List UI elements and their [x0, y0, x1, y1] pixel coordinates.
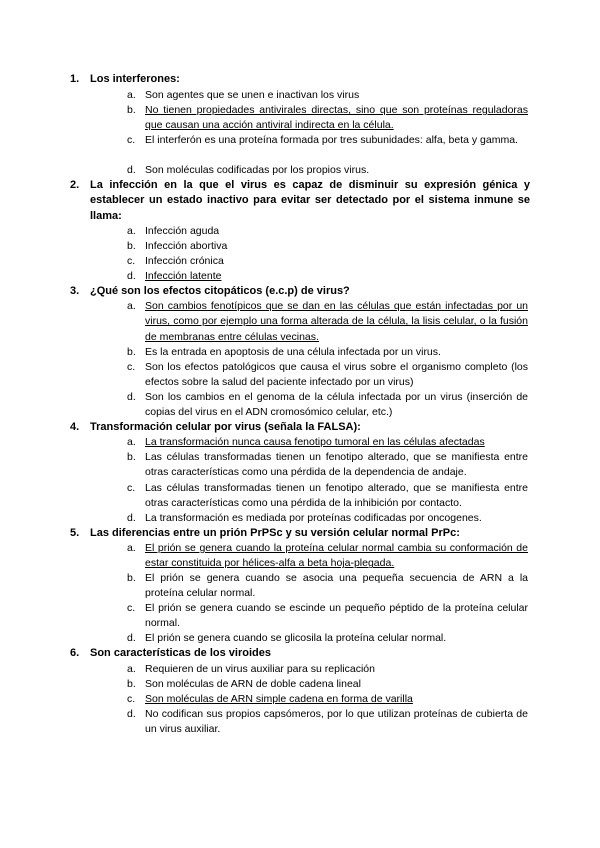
option-letter: b. — [127, 572, 136, 584]
option-text: El prión se genera cuando se glicosila la proteína celular normal. — [145, 632, 447, 644]
option-letter: d. — [127, 512, 136, 524]
option-letter: b. — [127, 346, 136, 358]
option-text: El interferón es una proteína formada por tres subunidades: alfa, beta y gamma. — [145, 134, 518, 146]
question-number: 4. — [70, 421, 80, 433]
option-text: Infección aguda — [145, 225, 220, 237]
option-text-correct: No tienen propiedades antivirales directas, sino que son proteínas reguladoras que causan una acción antiviral indirecta en la célula. — [145, 104, 528, 132]
option-4d — [127, 511, 528, 526]
option-text: Son moléculas de ARN de doble cadena lineal — [145, 678, 361, 690]
question-text: Los interferones: — [90, 73, 180, 85]
option-4c — [127, 481, 528, 512]
question-2 — [70, 178, 530, 224]
option-letter: c. — [127, 693, 136, 705]
question-5 — [70, 526, 530, 541]
option-letter: c. — [127, 134, 136, 146]
option-3d — [127, 390, 528, 421]
question-4 — [70, 420, 530, 435]
question-number: 3. — [70, 285, 80, 297]
option-letter: b. — [127, 240, 136, 252]
option-letter: b. — [127, 678, 136, 690]
option-letter: d. — [127, 270, 136, 282]
question-6 — [70, 646, 530, 661]
option-4b — [127, 450, 528, 481]
option-2a — [127, 224, 528, 239]
option-text: La transformación es mediada por proteínas codificadas por oncogenes. — [145, 512, 482, 524]
option-1c — [127, 133, 528, 148]
option-text-correct: La transformación nunca causa fenotipo tumoral en las células afectadas — [145, 436, 485, 448]
option-1b — [127, 103, 528, 134]
option-letter: d. — [127, 164, 136, 176]
option-6a — [127, 662, 528, 677]
option-1d — [127, 163, 528, 178]
option-letter: a. — [127, 542, 136, 554]
option-5c — [127, 601, 528, 632]
option-text: Infección abortiva — [145, 240, 228, 252]
option-4a — [127, 435, 528, 450]
option-text: El prión se genera cuando se asocia una pequeña secuencia de ARN a la proteína celular normal. — [145, 572, 528, 600]
option-5d — [127, 631, 528, 646]
option-text: No codifican sus propios capsómeros, por lo que utilizan proteínas de cubierta de un virus auxiliar. — [145, 708, 528, 736]
option-text: Infección crónica — [145, 255, 224, 267]
option-letter: a. — [127, 300, 136, 312]
option-5a — [127, 541, 528, 572]
option-text: El prión se genera cuando se escinde un pequeño péptido de la proteína celular normal. — [145, 602, 528, 630]
option-3b — [127, 345, 528, 360]
option-3a — [127, 299, 528, 345]
option-letter: c. — [127, 602, 136, 614]
option-letter: d. — [127, 708, 136, 720]
option-text: Son los efectos patológicos que causa el virus sobre el organismo completo (los efectos sobre la salud del paciente infectado por un virus) — [145, 361, 528, 389]
option-2d — [127, 269, 528, 284]
option-letter: c. — [127, 482, 136, 494]
option-text: Las células transformadas tienen un fenotipo alterado, que se manifiesta entre otras características como una pérdida de la dependencia de andaje. — [145, 451, 528, 479]
option-letter: d. — [127, 632, 136, 644]
option-letter: a. — [127, 663, 136, 675]
question-text: La infección en la que el virus es capaz de disminuir su expresión génica y establecer un estado inactivo para evitar ser detectado por el sistema inmune se llama: — [90, 179, 530, 222]
option-letter: c. — [127, 361, 136, 373]
option-2c — [127, 254, 528, 269]
question-number: 5. — [70, 527, 80, 539]
option-letter: a. — [127, 89, 136, 101]
question-text: Transformación celular por virus (señala la FALSA): — [90, 421, 361, 433]
option-text: Las células transformadas tienen un fenotipo alterado, que se manifiesta entre otras características como una pérdida de la inhibición por contacto. — [145, 482, 528, 510]
question-3 — [70, 284, 530, 299]
option-text-correct: El prión se genera cuando la proteína celular normal cambia su conformación de estar constituida por hélices-alfa a beta hoja-plegada. — [145, 542, 528, 570]
question-1 — [70, 72, 530, 87]
option-letter: d. — [127, 391, 136, 403]
question-text: Son características de los viroides — [90, 647, 271, 659]
option-text-correct: Son cambios fenotípicos que se dan en las células que están infectadas por un virus, como por ejemplo una forma alterada de la célula, la lisis celular, o la fusión de membranas entre células vecinas. — [145, 300, 528, 343]
question-number: 6. — [70, 647, 80, 659]
option-text: Son moléculas codificadas por los propios virus. — [145, 164, 370, 176]
option-1a — [127, 88, 528, 103]
option-text-correct: Infección latente — [145, 270, 222, 282]
question-number: 1. — [70, 73, 80, 85]
option-text: Son agentes que se unen e inactivan los virus — [145, 89, 360, 101]
option-letter: b. — [127, 451, 136, 463]
option-text: Es la entrada en apoptosis de una célula infectada por un virus. — [145, 346, 441, 358]
option-5b — [127, 571, 528, 602]
option-text: Requieren de un virus auxiliar para su replicación — [145, 663, 375, 675]
option-letter: c. — [127, 255, 136, 267]
option-text-correct: Son moléculas de ARN simple cadena en forma de varilla — [145, 693, 413, 705]
option-3c — [127, 360, 528, 391]
question-text: Las diferencias entre un prión PrPSc y su versión celular normal PrPc: — [90, 527, 460, 539]
question-number: 2. — [70, 179, 80, 191]
option-2b — [127, 239, 528, 254]
option-text: Son los cambios en el genoma de la célula infectada por un virus (inserción de copias del virus en el ADN cromosómico celular, etc.) — [145, 391, 528, 419]
option-6b — [127, 677, 528, 692]
option-letter: a. — [127, 436, 136, 448]
option-6d — [127, 707, 528, 738]
option-letter: b. — [127, 104, 136, 116]
option-6c — [127, 692, 528, 707]
question-text: ¿Qué son los efectos citopáticos (e.c.p) de virus? — [90, 285, 350, 297]
option-letter: a. — [127, 225, 136, 237]
